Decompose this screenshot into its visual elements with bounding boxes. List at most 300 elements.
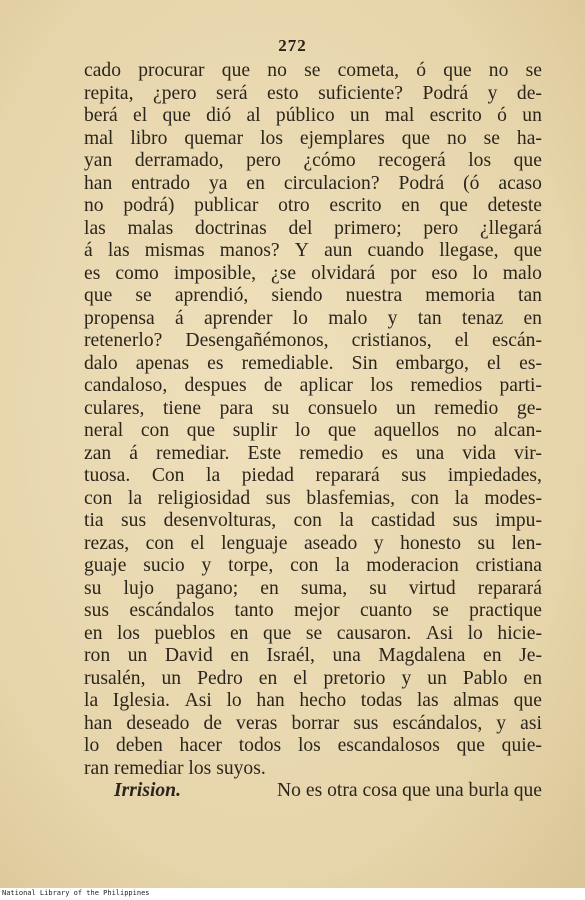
word: de- — [516, 82, 542, 104]
word: siendo — [271, 285, 323, 306]
word: sucio — [143, 555, 185, 576]
word: que — [443, 60, 472, 81]
word: escandalosos — [337, 735, 440, 756]
text-line — [84, 173, 542, 196]
word: lo — [84, 735, 100, 756]
word: aprendió, — [174, 285, 249, 306]
word: asi — [520, 712, 542, 734]
word: hacer — [179, 735, 222, 756]
word: recogerá — [378, 150, 446, 171]
word: tanto — [234, 600, 274, 621]
word: eso — [431, 262, 458, 284]
word: una — [332, 645, 361, 666]
word: Israél, — [266, 645, 315, 666]
word: en — [401, 195, 420, 216]
word: mal — [384, 105, 415, 126]
word: los — [117, 622, 140, 644]
word: hicie- — [497, 622, 542, 644]
word: con — [290, 555, 319, 576]
word: sus — [84, 600, 110, 621]
word: en — [523, 667, 542, 689]
word: derramado, — [134, 150, 224, 171]
word: mal — [84, 127, 114, 149]
word: los — [297, 735, 321, 756]
word: pagano; — [176, 577, 239, 599]
word: en — [230, 645, 249, 666]
word: no — [456, 420, 477, 441]
word: los — [370, 375, 394, 396]
word: con — [293, 510, 322, 531]
word: causaron. — [336, 622, 412, 644]
word: el — [293, 667, 308, 689]
word: Magdalena — [378, 645, 466, 666]
word: malo — [502, 262, 542, 284]
text-line — [84, 600, 542, 623]
word: del — [288, 217, 313, 239]
word: que — [513, 150, 542, 171]
text-line — [84, 308, 542, 331]
word: primero; — [334, 217, 402, 239]
word: sus — [265, 487, 291, 509]
word: á — [174, 307, 184, 329]
word: acaso — [498, 172, 542, 194]
text-line — [84, 465, 542, 488]
word: malas — [127, 217, 174, 239]
word: ¿llegará — [479, 217, 542, 239]
word: para — [219, 397, 254, 419]
paragraph-end-text: ran remediar los suyos. — [84, 757, 266, 779]
word: olvidará — [311, 262, 376, 284]
word: remedios — [410, 375, 483, 396]
text-line — [84, 578, 542, 601]
word: que — [84, 285, 113, 306]
word: lo — [472, 262, 488, 284]
word: con — [140, 420, 170, 441]
word: tia — [84, 510, 104, 531]
word: Y — [294, 240, 309, 261]
word: entrado — [131, 172, 190, 194]
word: despues — [184, 375, 247, 396]
word: suma, — [300, 577, 348, 599]
word: es- — [519, 352, 542, 374]
word: en — [483, 645, 502, 666]
word: rezas, — [84, 532, 130, 554]
word: quemar — [184, 127, 244, 149]
word: cometa, — [337, 60, 400, 81]
word: no — [447, 127, 467, 149]
word: Con — [151, 465, 185, 486]
word: dió — [206, 105, 232, 126]
word: no — [488, 60, 509, 81]
text-lines — [84, 60, 542, 758]
footer-credit: National Library of the Philippines — [2, 889, 150, 897]
text-line-last — [84, 758, 542, 781]
word: escándalos, — [392, 712, 483, 734]
word: la — [206, 465, 221, 486]
word: Este — [247, 442, 282, 464]
word: escrito — [329, 195, 382, 216]
word: ge- — [516, 397, 542, 419]
word: que — [186, 420, 216, 441]
word: almas — [453, 690, 499, 711]
word: aquellos — [373, 420, 440, 441]
word: á — [84, 240, 93, 261]
word: que — [162, 105, 191, 126]
word: tenaz — [461, 307, 504, 329]
word: remedio — [434, 397, 499, 419]
word: Desengañémonos, — [185, 330, 329, 351]
text-line — [84, 488, 542, 511]
word: desenvolturas, — [163, 510, 277, 531]
word: se — [135, 285, 152, 306]
word: que — [456, 735, 485, 756]
word: reparará — [315, 465, 380, 486]
word: pero — [423, 217, 459, 239]
word: remedio — [299, 442, 364, 464]
word: se — [432, 600, 449, 621]
word: y — [373, 532, 384, 554]
word: castidad — [371, 510, 436, 531]
word: deteste — [487, 195, 542, 216]
text-line — [84, 420, 542, 443]
word: Asi — [184, 690, 212, 711]
word: ó — [497, 105, 507, 126]
word: Je- — [519, 645, 542, 666]
text-line — [84, 330, 542, 353]
word: mejor — [293, 600, 340, 621]
word: á — [129, 442, 138, 464]
word: alcan- — [494, 420, 542, 441]
word: escándalos — [129, 600, 215, 621]
text-line — [84, 443, 542, 466]
word: todas — [360, 690, 403, 711]
text-line — [84, 285, 542, 308]
word: remediar. — [156, 442, 230, 464]
word: impu- — [495, 510, 542, 531]
word: ha- — [516, 127, 542, 149]
word: imposible, — [173, 262, 257, 284]
word: aprender — [203, 307, 273, 329]
word: aun — [324, 240, 353, 261]
word: berá — [84, 105, 118, 126]
word: la — [127, 487, 143, 509]
word: se — [304, 60, 321, 81]
word: han — [84, 712, 113, 734]
word: parti- — [499, 375, 542, 396]
word: lenguaje — [221, 532, 288, 554]
word: len- — [511, 532, 542, 554]
word: religiosidad — [157, 487, 251, 509]
word: ¿se — [271, 262, 297, 284]
word: ya — [208, 172, 228, 194]
word: deben — [116, 735, 163, 756]
word: David — [164, 645, 213, 666]
word: piedad — [241, 465, 294, 486]
text-line — [84, 218, 542, 241]
word: yan — [84, 150, 113, 171]
word: remediable. — [241, 352, 334, 374]
word: de — [203, 712, 222, 734]
word: blasfemias, — [306, 487, 396, 509]
word: en — [84, 622, 103, 644]
word: (ó — [463, 172, 480, 194]
word: un — [427, 667, 447, 689]
word: memoria — [425, 285, 495, 306]
word: publicar — [194, 195, 259, 216]
word: moderacion — [366, 555, 459, 576]
word: Iglesia. — [112, 690, 170, 711]
word: por — [390, 262, 417, 284]
word: se — [525, 60, 542, 81]
word: se — [305, 622, 323, 644]
word: las — [416, 690, 439, 711]
text-line — [84, 60, 542, 83]
word: repita, — [84, 82, 134, 104]
word: lo — [467, 622, 483, 644]
text-line — [84, 645, 542, 668]
word: guaje — [84, 555, 127, 576]
section-heading-word: Irrision. — [114, 780, 181, 801]
word: circulacion? — [283, 172, 380, 194]
word: cado — [84, 60, 121, 81]
word: lo — [226, 690, 242, 711]
word: lo — [292, 307, 308, 329]
word: su — [84, 577, 102, 599]
word: y — [401, 667, 412, 689]
word: en — [523, 307, 542, 329]
word: escán- — [491, 330, 542, 351]
text-line — [84, 240, 542, 263]
word: han — [84, 172, 113, 194]
word: tan — [417, 307, 442, 329]
word: y — [487, 82, 498, 104]
word: todos — [238, 735, 282, 756]
word: torpe, — [228, 555, 274, 576]
word: con — [410, 487, 439, 509]
page-number: 272 — [278, 36, 307, 55]
word: dalo — [84, 352, 118, 374]
word: vida — [462, 442, 496, 464]
word: que — [327, 420, 357, 441]
word: sus — [401, 465, 427, 486]
word: apenas — [135, 352, 190, 374]
word: es — [84, 262, 101, 284]
word: el — [454, 330, 469, 351]
word: han — [256, 690, 285, 711]
word: virtud — [408, 577, 456, 599]
word: podrá) — [123, 195, 175, 216]
word: doctrinas — [194, 217, 267, 239]
text-line — [84, 668, 542, 691]
word: sus — [121, 510, 147, 531]
word: malo — [328, 307, 368, 329]
word: el — [133, 105, 148, 126]
word: pueblos — [154, 622, 216, 644]
word: que — [263, 622, 292, 644]
word: no — [267, 60, 287, 81]
word: hecho — [299, 690, 347, 711]
word: llegase, — [439, 240, 499, 261]
word: rusalén, — [84, 667, 146, 689]
final-line-text: No es otra cosa que una burla que — [277, 780, 542, 801]
word: se — [483, 127, 500, 149]
word: será — [216, 82, 248, 104]
word: que — [513, 240, 542, 261]
word: aplicar — [299, 375, 353, 396]
word: un — [127, 645, 148, 666]
word: modes- — [484, 487, 542, 509]
word: veras — [236, 712, 278, 734]
word: tan — [518, 285, 542, 306]
word: en — [246, 172, 265, 194]
word: la — [84, 690, 99, 711]
text-line — [84, 735, 542, 758]
word: la — [335, 555, 350, 576]
word: suplir — [232, 420, 278, 441]
word: Pedro — [197, 667, 243, 689]
word: ¿cómo — [303, 150, 356, 171]
word: reparará — [477, 577, 542, 599]
word: escrito — [429, 105, 482, 126]
word: en — [258, 667, 278, 689]
word: con — [84, 487, 113, 509]
word: candaloso, — [84, 375, 168, 396]
word: los — [260, 127, 283, 149]
word: retenerlo? — [84, 330, 163, 351]
word: que — [439, 195, 468, 216]
word: ó — [416, 60, 427, 81]
word: una — [415, 442, 445, 464]
word: sus — [353, 712, 379, 734]
text-line — [84, 105, 542, 128]
word: tuosa. — [84, 465, 131, 486]
word: pero — [246, 150, 281, 171]
word: es — [207, 352, 224, 374]
word: que — [221, 60, 251, 81]
word: esto — [267, 82, 299, 104]
word: con — [145, 532, 174, 554]
word: las — [84, 217, 106, 239]
text-line — [84, 510, 542, 533]
word: deseado — [126, 712, 190, 734]
word: como — [115, 262, 159, 284]
word: procurar — [138, 60, 205, 81]
text-line — [84, 375, 542, 398]
word: ¿pero — [153, 82, 197, 104]
text-line — [84, 128, 542, 151]
word: lo — [295, 420, 311, 441]
word: borrar — [291, 712, 340, 734]
word: las — [107, 240, 130, 261]
word: impiedades, — [447, 465, 542, 486]
text-line — [84, 533, 542, 556]
word: pretorio — [323, 667, 386, 689]
word: tiene — [162, 397, 202, 419]
word: nuestra — [345, 285, 403, 306]
word: la — [454, 487, 469, 509]
word: otro — [278, 195, 310, 216]
word: mismas — [144, 240, 205, 261]
word: neral — [84, 420, 124, 441]
word: libro — [130, 127, 168, 149]
text-line-final — [84, 780, 542, 803]
word: vir- — [514, 442, 542, 464]
text-line — [84, 623, 542, 646]
word: un — [161, 667, 182, 689]
word: cuanto — [359, 600, 413, 621]
word: embargo, — [395, 352, 469, 374]
text-line — [84, 83, 542, 106]
text-line — [84, 690, 542, 713]
word: Podrá — [398, 172, 445, 194]
word: un — [350, 105, 370, 126]
word: la — [339, 510, 354, 531]
footer-bar — [0, 888, 585, 900]
word: no — [84, 195, 104, 216]
word: en — [229, 622, 249, 644]
word: Pablo — [462, 667, 508, 689]
word: en — [260, 577, 279, 599]
word: propensa — [84, 307, 155, 329]
word: practique — [469, 600, 542, 621]
word: manos? — [219, 240, 280, 261]
word: aseado — [303, 532, 358, 554]
word: suficiente? — [318, 82, 403, 104]
text-line — [84, 195, 542, 218]
word: y — [496, 712, 507, 734]
word: que — [513, 690, 542, 711]
word: de — [263, 375, 283, 396]
word: es — [381, 442, 398, 464]
word: quie- — [501, 735, 542, 756]
word: los — [468, 150, 492, 171]
word: al — [246, 105, 261, 126]
word: honesto — [400, 532, 462, 554]
word: que — [401, 127, 431, 149]
word: Asi — [425, 622, 454, 644]
text-line — [84, 353, 542, 376]
word: cristianos, — [351, 330, 432, 351]
word: ron — [84, 645, 111, 666]
word: zan — [84, 442, 112, 464]
text-line — [84, 713, 542, 736]
word: lujo — [123, 577, 155, 599]
word: el — [486, 352, 502, 374]
word: su — [477, 532, 495, 554]
word: consuelo — [307, 397, 378, 419]
text-line — [84, 555, 542, 578]
word: sus — [452, 510, 478, 531]
word: cuando — [367, 240, 425, 261]
text-line — [84, 263, 542, 286]
text-line — [84, 398, 542, 421]
word: su — [369, 577, 387, 599]
word: el — [190, 532, 205, 554]
word: un — [396, 397, 416, 419]
word: ejemplares — [299, 127, 385, 149]
word: su — [271, 397, 290, 419]
body-text — [84, 60, 542, 803]
word: y — [201, 555, 212, 576]
text-line — [84, 150, 542, 173]
word: Podrá — [422, 82, 469, 104]
word: un — [522, 105, 542, 126]
word: público — [275, 105, 335, 126]
word: y — [387, 307, 398, 329]
word: culares, — [84, 397, 145, 419]
word: cristiana — [475, 555, 542, 576]
word: Sin — [351, 352, 378, 374]
